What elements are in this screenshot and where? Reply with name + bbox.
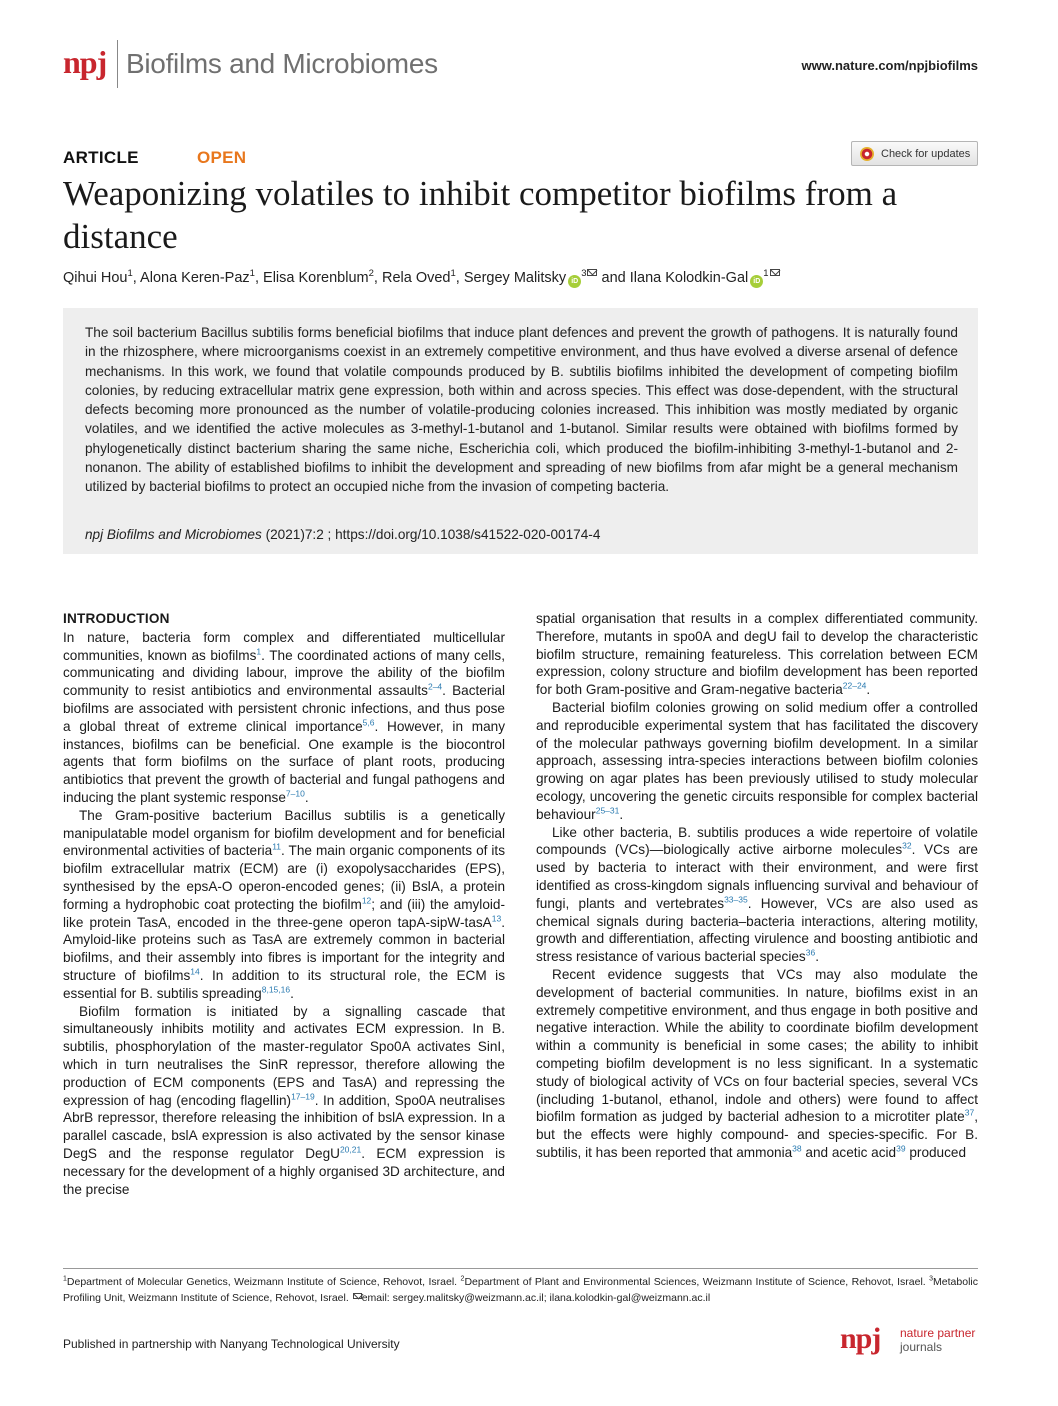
partnership-note: Published in partnership with Nanyang Technological University — [63, 1337, 400, 1351]
reference-link[interactable]: 36 — [805, 947, 816, 958]
body-paragraph — [536, 699, 978, 824]
contact-email[interactable]: email: sergey.malitsky@weizmann.ac.il; ilana.kolodkin-gal@weizmann.ac.il — [361, 1292, 711, 1304]
citation-journal: npj Biofilms and Microbiomes — [85, 527, 262, 542]
text-run: and acetic acid — [801, 1144, 897, 1160]
abstract-text: The soil bacterium Bacillus subtilis forms beneficial biofilms that induce plant defences and prevent the growth of pathogens. It is naturally found in the rhizosphere, where microorganisms coexist in an extremely competitive environment, and thus have evolved a diverse arsenal of defence mechanisms. In this work, we found that volatile compounds produced by B. subtilis biofilms inhibited the development of competing biofilm colonies, by reducing extracellular matrix gene expression, both within and across species. This effect was dose-dependent, with the structural defects becoming more pronounced as the number of volatile-producing colonies increased. This inhibition was mostly mediated by organic volatiles, and we identified the active molecules as 3-methyl-1-butanol and 1-butanol. Similar results were obtained with biofilms formed by phylogenetically distinct bacterium sharing the same niche, Escherichia coli, which produced the biofilm-inhibiting 3-methyl-1-butanol and 2-nonanon. The ability of established biofilms to inhibit the development and spreading of new biofilms from afar might be a general mechanism utilized by bacterial biofilms to protect an occupied niche from the invasion of competing bacteria. — [85, 325, 958, 495]
author-name[interactable]: Qihui Hou — [63, 270, 128, 286]
text-run: . In addition, Spo0A neutralises AbrB repressor, therefore releasing the inhibition of bslA expression. In a parallel cascade, bslA expression is also activated by the sensor kinase DegS and the response regulator DegU — [63, 1092, 505, 1161]
text-run: spatial organisation that results in a complex differentiated community. Therefore, mutants in spo0A and degU fail to develop the characteristic biofilm structure, remaining featureless. This correlation between ECM expression, colony structure and biofilm development has been reported for both Gram-positive and Gram-negative bacteria — [536, 611, 978, 698]
text-run: Recent evidence suggests that VCs may also modulate the development of bacterial communities. In nature, biofilms exist in an extremely competitive environment, and thus engage in both positive and negative interaction. While the ability to coordinate biofilm development within a community is beneficial in some cases; the ability to inhibit competing biofilm development is no less significant. In a systematic study of biological activity of VCs on four bacterial species, several VCs (including 1-butanol, ethanol, indole and others) were found to affect biofilm formation as judged by bacterial adhesion to a microtiter plate — [536, 966, 978, 1125]
reference-link[interactable]: 39 — [896, 1143, 906, 1154]
reference-link[interactable]: 2–4 — [427, 681, 443, 692]
citation-doi[interactable]: (2021)7:2 ; https://doi.org/10.1038/s41522-020-00174-4 — [261, 527, 601, 542]
affiliation-mark: 1 — [450, 268, 456, 280]
and-word: and — [601, 270, 626, 286]
text-run: . In addition to its structural role, the ECM is essential for B. subtilis spreading — [63, 967, 505, 1001]
body-paragraph — [536, 610, 978, 699]
reference-link[interactable]: 33–35 — [724, 894, 748, 905]
open-access-label: OPEN — [197, 148, 247, 167]
text-run: ; and (iii) the amyloid-like protein TasA, encoded in the three-gene operon tapA-sipW-tasA — [63, 896, 505, 930]
reference-link[interactable]: 22–24 — [842, 680, 867, 691]
reference-link[interactable]: 1 — [256, 646, 262, 657]
reference-link[interactable]: 20,21 — [339, 1144, 362, 1155]
body-paragraph — [63, 1003, 505, 1199]
check-updates-label: Check for updates — [881, 147, 971, 160]
text-run: . VCs are used by bacteria to interact with their environment, and were first identified as cross-kingdom signals influencing survival and behaviour of fungi, plants and vertebrates — [536, 842, 978, 911]
text-run: . — [866, 682, 871, 698]
reference-link[interactable]: 12 — [361, 895, 372, 906]
article-type-label: ARTICLE — [63, 148, 139, 167]
affiliation-number: 1 — [63, 1275, 67, 1283]
npj-partner-logo-text: npj — [840, 1322, 881, 1355]
author-name[interactable]: Alona Keren-Paz — [140, 270, 250, 286]
reference-link[interactable]: 11 — [272, 841, 282, 852]
abstract-box — [63, 308, 978, 554]
text-run: . The main organic components of its biofilm extracellular matrix (ECM) are (i) exopolysaccharides (EPS), synthesised by the epsA-O operon-encoded genes; (ii) BslA, a protein forming a hydrophobic coat protecting the biofilm — [63, 843, 505, 912]
reference-link[interactable]: 5,6 — [362, 717, 375, 728]
text-run: Like other bacteria, B. subtilis produces a wide repertoire of volatile compounds (VCs)—biologically active airborne molecules — [536, 824, 978, 858]
citation-line — [85, 527, 600, 542]
text-run: . Amyloid-like proteins such as TasA are extremely common in bacterial biofilms, and their assembly into fibres is important for the integrity and structure of biofilms — [63, 914, 505, 983]
body-paragraph — [63, 629, 505, 807]
text-run: . Bacterial biofilms are associated with persistent chronic infections, and thus pose a global threat of extreme clinical importance — [63, 683, 505, 734]
affiliation-mark: 3 — [581, 268, 587, 280]
author-list: Qihui Hou$^1$, Alona Keren-Paz$^1$, Elisa Korenblum$^2$, Rela Oved$^1$, Sergey Malitsky $iD^3$ and Ilana Kolodkin-Gal $iD^1$ — [63, 268, 978, 288]
text-run: , but the effects were highly compound- and species-specific. For B. subtilis, it has been reported that ammonia — [536, 1109, 978, 1160]
reference-link[interactable]: 8,15,16 — [261, 984, 291, 995]
text-run: The Gram-positive bacterium Bacillus subtilis is a genetically manipulatable model organism for biofilm development and for beneficial environmental activities of bacteria — [63, 807, 505, 859]
footnote-divider — [63, 1268, 978, 1269]
affiliation-text: Department of Plant and Environmental Sciences, Weizmann Institute of Science, Rehovot, Israel. — [464, 1276, 930, 1288]
npj-logo[interactable]: npj — [63, 44, 107, 80]
crossmark-icon — [860, 147, 874, 161]
orcid-icon[interactable]: iD — [750, 275, 763, 288]
reference-link[interactable]: 14 — [190, 966, 200, 977]
body-paragraph — [536, 824, 978, 966]
section-heading: INTRODUCTION — [63, 611, 170, 626]
affiliation-mark: 1 — [127, 268, 133, 280]
author-name[interactable]: Ilana Kolodkin-Gal — [629, 270, 749, 286]
body-paragraph — [536, 966, 978, 1162]
text-run: Bacterial biofilm colonies growing on solid medium offer a controlled and reproducible experimental system that has facilitated the discovery of the molecular pathways governing biofilm development. In a similar approach, assessing intra-species interactions between biofilm colonies growing on agar plates has been previously utilised to study molecular ecology, uncovering the genetic circuits responsible for complex bacterial behaviour — [536, 699, 978, 822]
text-run: In nature, bacteria form complex and differentiated multicellular communities, known as biofilms — [63, 629, 505, 663]
reference-link[interactable]: 37 — [964, 1107, 975, 1118]
reference-link[interactable]: 13 — [491, 913, 502, 924]
text-run: . ECM expression is necessary for the development of a highly organised 3D architecture, and the precise — [63, 1145, 505, 1197]
affiliation-number: 3 — [929, 1275, 934, 1283]
text-run: produced — [905, 1144, 967, 1160]
reference-link[interactable]: 17–19 — [291, 1090, 315, 1101]
reference-link[interactable]: 7–10 — [285, 788, 305, 799]
body-column-right — [536, 610, 978, 1162]
affiliation-number: 2 — [460, 1275, 465, 1283]
affiliations-footnote — [63, 1274, 978, 1306]
author-name[interactable]: Sergey Malitsky — [463, 270, 567, 286]
reference-link[interactable]: 32 — [902, 840, 912, 851]
text-run: . — [815, 949, 819, 965]
partner-line-2: journals — [900, 1340, 943, 1354]
mail-icon[interactable] — [770, 269, 780, 276]
affiliation-mark: 2 — [368, 268, 374, 280]
mail-icon[interactable] — [587, 269, 597, 276]
partner-line-1: nature partner — [900, 1326, 976, 1340]
header-divider — [117, 40, 118, 88]
mail-icon — [353, 1293, 362, 1299]
reference-link[interactable]: 38 — [792, 1143, 802, 1154]
affiliation-text: Metabolic Profiling Unit, Weizmann Institute of Science, Rehovot, Israel. — [63, 1276, 978, 1304]
author-name[interactable]: Elisa Korenblum — [263, 270, 369, 286]
author-name[interactable]: Rela Oved — [381, 270, 451, 286]
orcid-icon[interactable]: iD — [568, 275, 581, 288]
reference-link[interactable]: 25–31 — [595, 805, 620, 816]
text-run: . — [619, 806, 624, 822]
check-for-updates-button[interactable] — [851, 141, 978, 166]
text-run: . However, VCs are also used as chemical signals during bacteria–bacteria interactions, altering motility, growth and differentiation, affecting virulence and boosting antibiotic and stress resistance of various bacterial species — [536, 895, 978, 965]
affiliation-mark: 1 — [763, 268, 769, 280]
body-column-left — [63, 610, 505, 1198]
journal-url-link[interactable]: www.nature.com/npjbiofilms — [801, 58, 978, 73]
text-run: . — [290, 985, 294, 1001]
affiliation-text: Department of Molecular Genetics, Weizmann Institute of Science, Rehovot, Israel. — [66, 1276, 461, 1288]
article-title: Weaponizing volatiles to inhibit competitor biofilms from a distance — [63, 174, 898, 256]
text-run: . However, in many instances, biofilms can be beneficial. One example is the biocontrol agents that form biofilms on the surface of plant roots, producing antibiotics that prevent the growth of bacterial and fungal pathogens and inducing the plant systemic response — [63, 718, 506, 805]
text-run: Biofilm formation is initiated by a signalling cascade that simultaneously inhibits motility and activates ECM expression. In B. subtilis, phosphorylation of the master-regulator Spo0A activates SinI, which in turn neutralises the SinR repressor, therefore allowing the production of ECM components (EPS and TasA) and repressing the expression of hag (encoding flagellin) — [63, 1003, 505, 1108]
affiliation-mark: 1 — [249, 268, 255, 280]
body-paragraph — [63, 807, 505, 1003]
journal-name: Biofilms and Microbiomes — [126, 48, 438, 79]
journal-header — [63, 40, 978, 92]
npj-partner-journals-logo[interactable] — [840, 1322, 978, 1358]
text-run: . — [304, 789, 309, 805]
text-run: . The coordinated actions of many cells, communicating and dividing labour, improve the ability of the biofilm community to resist antibiotics and environmental assaults — [63, 647, 505, 699]
